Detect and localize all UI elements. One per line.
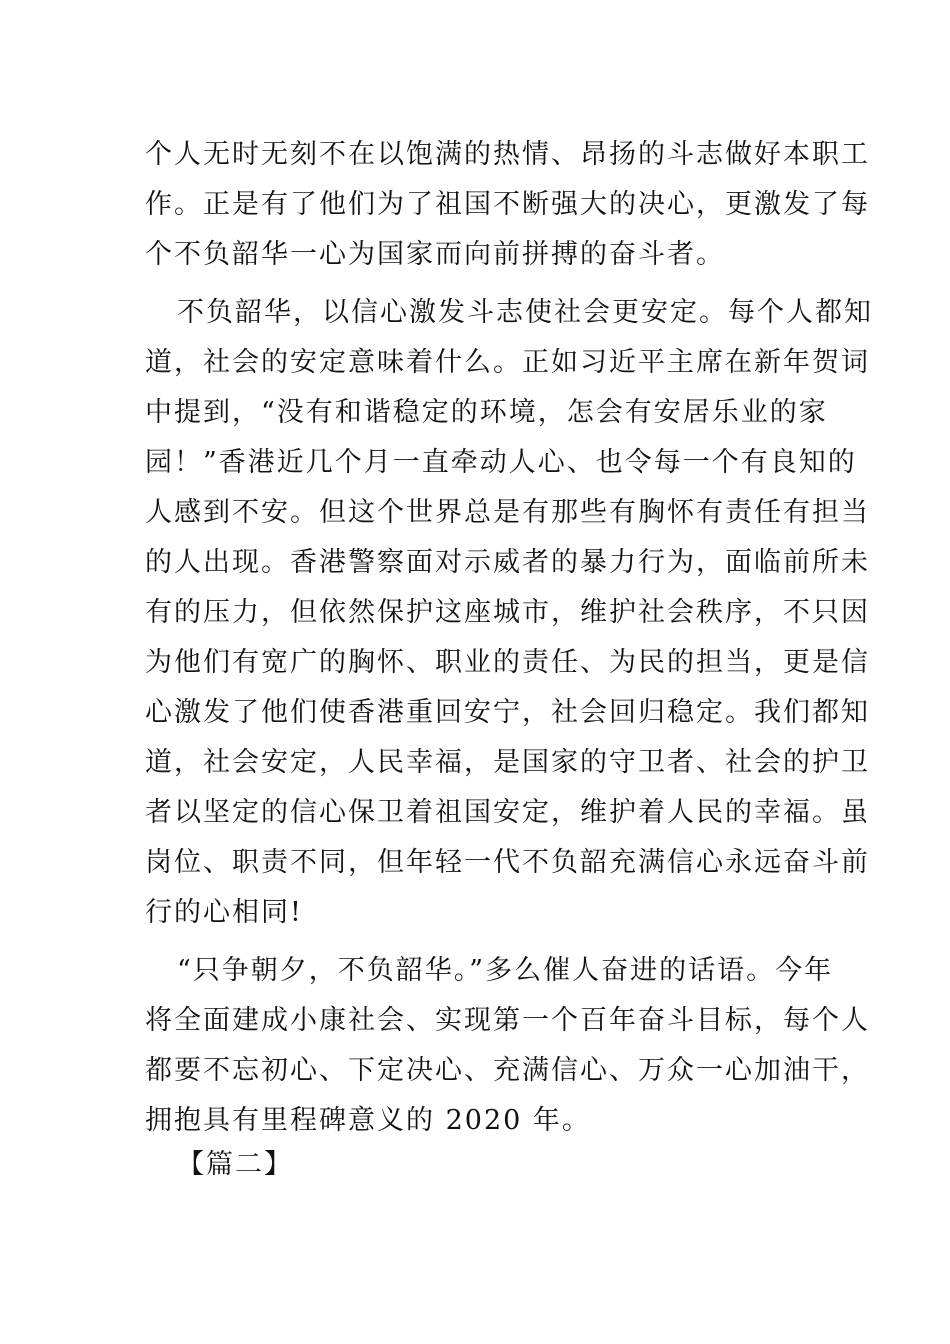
text-line: 不负韶华，以信心激发斗志使社会更安定。每个人都知 xyxy=(177,297,873,328)
text-line: 中提到，“没有和谐稳定的环境，怎会有安居乐业的家 xyxy=(145,397,828,428)
paragraph-2 xyxy=(145,288,873,938)
text-line: 将全面建成小康社会、实现第一个百年奋斗目标，每个人 xyxy=(145,1005,870,1036)
paragraph-1 xyxy=(145,130,870,280)
text-line: 心激发了他们使香港重回安宁，社会回归稳定。我们都知 xyxy=(145,697,870,728)
section-heading: 【篇二】 xyxy=(177,1149,293,1180)
text-line: 人感到不安。但这个世界总是有那些有胸怀有责任有担当 xyxy=(145,497,870,528)
text-line: 岗位、职责不同，但年轻一代不负韶充满信心永远奋斗前 xyxy=(145,847,870,878)
text-line: 道，社会安定，人民幸福，是国家的守卫者、社会的护卫 xyxy=(145,747,870,778)
text-line: 都要不忘初心、下定决心、充满信心、万众一心加油干， xyxy=(145,1055,870,1086)
paragraph-3 xyxy=(145,946,870,1146)
text-line: 园！”香港近几个月一直牵动人心、也令每一个有良知的 xyxy=(145,447,857,478)
text-line: 个人无时无刻不在以饱满的热情、昂扬的斗志做好本职工 xyxy=(145,139,870,170)
text-line: 行的心相同! xyxy=(145,897,303,928)
text-line: 个不负韶华一心为国家而向前拼搏的奋斗者。 xyxy=(145,239,725,270)
text-line: 的人出现。香港警察面对示威者的暴力行为，面临前所未 xyxy=(145,547,870,578)
text-line: 有的压力，但依然保护这座城市，维护社会秩序，不只因 xyxy=(145,597,870,628)
text-line: 为他们有宽广的胸怀、职业的责任、为民的担当，更是信 xyxy=(145,647,870,678)
body-text xyxy=(145,130,873,1154)
text-line: 拥抱具有里程碑意义的 2020 年。 xyxy=(145,1105,591,1136)
text-line: 者以坚定的信心保卫着祖国安定，维护着人民的幸福。虽 xyxy=(145,797,870,828)
text-line: 道，社会的安定意味着什么。正如习近平主席在新年贺词 xyxy=(145,347,870,378)
text-line: “只争朝夕，不负韶华。”多么催人奋进的话语。今年 xyxy=(177,955,834,986)
text-line: 作。正是有了他们为了祖国不断强大的决心，更激发了每 xyxy=(145,189,870,220)
